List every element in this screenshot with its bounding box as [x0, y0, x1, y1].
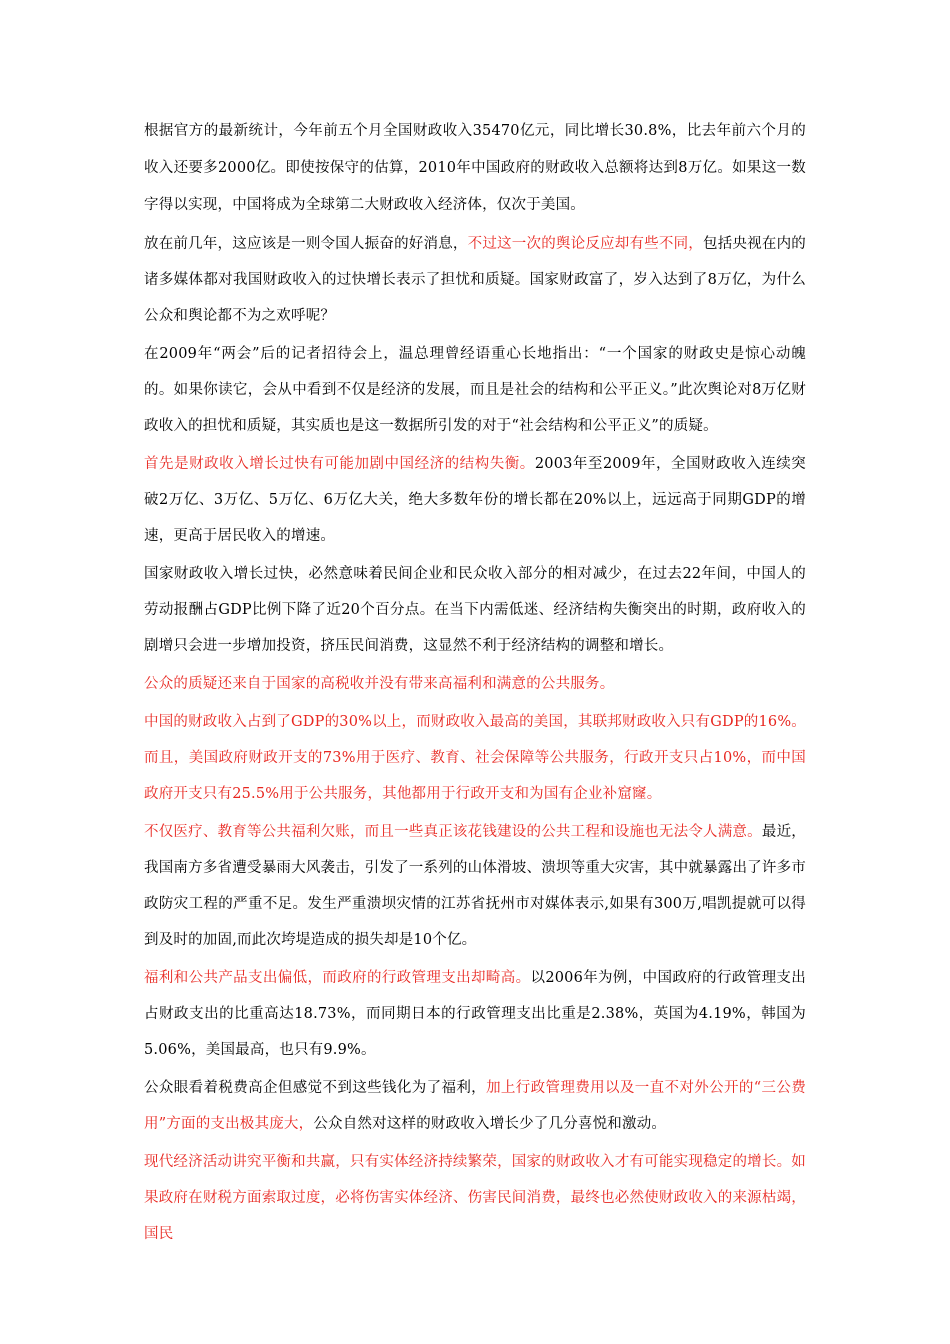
paragraph-9: [144, 960, 806, 1068]
paragraph-text: 公众自然对这样的财政收入增长少了几分喜悦和激动。: [313, 1116, 667, 1132]
paragraph-2: [144, 226, 806, 334]
highlighted-text: 加上行政管理费用以及一直不对外公开的“三公费用”方面的支出极其庞大，: [144, 1080, 806, 1132]
paragraph-text: 在2009年“两会”后的记者招待会上，温总理曾经语重心长地指出：“一个国家的财政史是惊心动魄的。如果你读它，会从中看到不仅是经济的发展，而且是社会的结构和公平正义。”此次舆论对8万亿财政收入的担忧和质疑，其实质也是这一数据所引发的对于“社会结构和公平正义”的质疑。: [144, 346, 806, 434]
paragraph-7: [144, 704, 806, 812]
paragraph-8: [144, 814, 806, 958]
paragraph-text: 国家财政收入增长过快，必然意味着民间企业和民众收入部分的相对减少，在过去22年间，中国人的劳动报酬占GDP比例下降了近20个百分点。在当下内需低迷、经济结构失衡突出的时期，政府收入的剧增只会进一步增加投资，挤压民间消费，这显然不利于经济结构的调整和增长。: [144, 566, 806, 654]
highlighted-text: 现代经济活动讲究平衡和共赢，只有实体经济持续繁荣，国家的财政收入才有可能实现稳定的增长。如果政府在财税方面索取过度，必将伤害实体经济、伤害民间消费，最终也必然使财政收入的来源枯竭，国民: [144, 1154, 806, 1242]
paragraph-text: 2003年至2009年，全国财政收入连续突破2万亿、3万亿、5万亿、6万亿大关，绝大多数年份的增长都在20%以上，远远高于同期GDP的增速，更高于居民收入的增速。: [144, 456, 806, 544]
paragraph-5: [144, 556, 806, 664]
paragraph-text: 公众眼看着税费高企但感觉不到这些钱化为了福利，: [144, 1080, 487, 1096]
document-page: [144, 113, 806, 1254]
highlighted-text: 公众的质疑还来自于国家的高税收并没有带来高福利和满意的公共服务。: [144, 676, 615, 692]
highlighted-text: 首先是财政收入增长过快有可能加剧中国经济的结构失衡。: [144, 456, 535, 472]
paragraph-text: 放在前几年，这应该是一则令国人振奋的好消息，: [144, 236, 468, 252]
paragraph-1: [144, 113, 806, 224]
paragraph-10: [144, 1070, 806, 1142]
paragraph-6: [144, 666, 806, 702]
highlighted-text: 福利和公共产品支出偏低，而政府的行政管理支出却畸高。: [144, 970, 531, 986]
highlighted-text: 不过这一次的舆论反应却有些不同，: [467, 236, 704, 252]
paragraph-text: 包括央视在内的诸多媒体都对我国财政收入的过快增长表示了担忧和质疑。国家财政富了，岁入达到了8万亿，为什么公众和舆论都不为之欢呼呢？: [144, 236, 806, 324]
highlighted-text: 不仅医疗、教育等公共福利欠账，而且一些真正该花钱建设的公共工程和设施也无法令人满意。: [144, 824, 762, 840]
paragraph-4: [144, 446, 806, 554]
paragraph-text: 最近，我国南方多省遭受暴雨大风袭击，引发了一系列的山体滑坡、溃坝等重大灾害，其中就暴露出了许多市政防灾工程的严重不足。发生严重溃坝灾情的江苏省抚州市对媒体表示,如果有300万,唱凯提就可以得到及时的加固,而此次垮堤造成的损失却是10个亿。: [144, 824, 806, 948]
paragraph-11: [144, 1144, 806, 1252]
paragraph-3: [144, 336, 806, 444]
highlighted-text: 中国的财政收入占到了GDP的30%以上，而财政收入最高的美国，其联邦财政收入只有GDP的16%。而且，美国政府财政开支的73%用于医疗、教育、社会保障等公共服务，行政开支只占10%，而中国政府开支只有25.5%用于公共服务，其他都用于行政开支和为国有企业补窟窿。: [144, 714, 806, 802]
paragraph-text: 以2006年为例，中国政府的行政管理支出占财政支出的比重高达18.73%，而同期日本的行政管理支出比重是2.38%，英国为4.19%，韩国为5.06%，美国最高，也只有9.9%。: [144, 970, 806, 1058]
paragraph-text: 根据官方的最新统计，今年前五个月全国财政收入35470亿元，同比增长30.8%，比去年前六个月的收入还要多2000亿。即使按保守的估算，2010年中国政府的财政收入总额将达到8万亿。如果这一数字得以实现，中国将成为全球第二大财政收入经济体，仅次于美国。: [144, 123, 806, 213]
